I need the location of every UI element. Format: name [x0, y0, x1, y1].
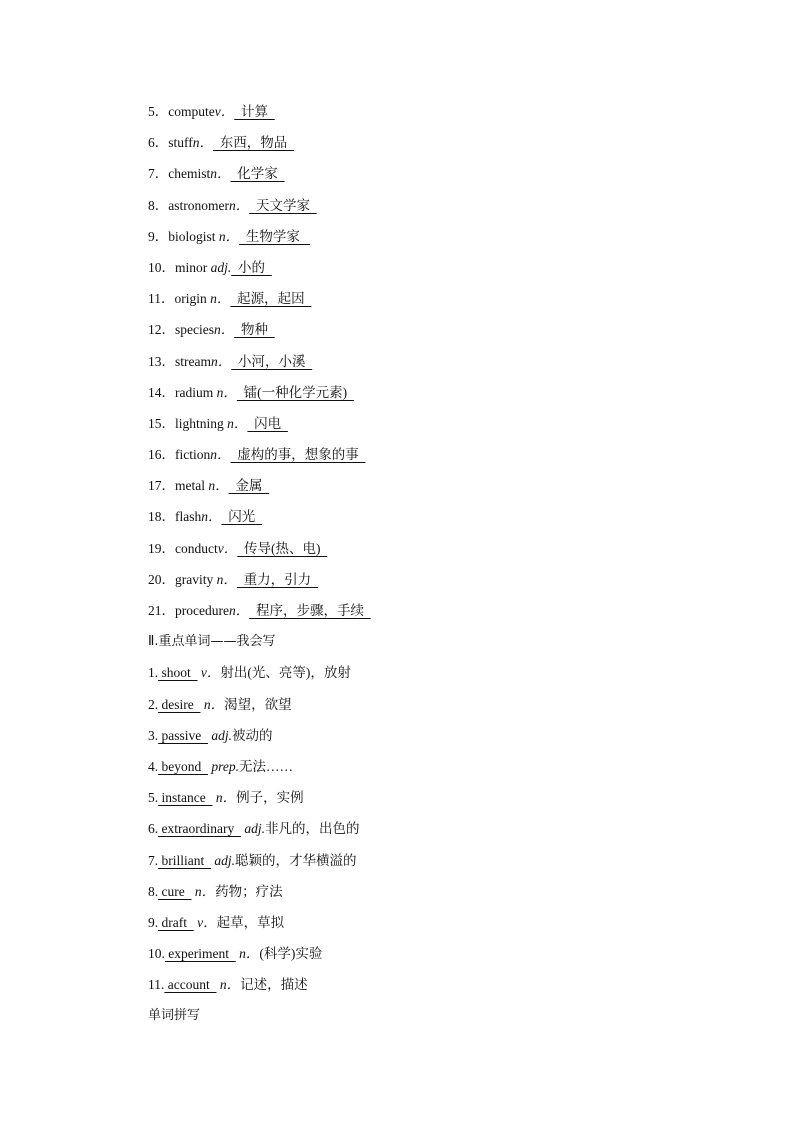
english-word: gravity [175, 571, 217, 587]
chinese-meaning: 无法…… [239, 758, 293, 774]
part-of-speech: v． [217, 540, 238, 556]
vocab-item [148, 227, 371, 258]
part-of-speech: n． [239, 946, 260, 962]
part-of-speech: n． [192, 135, 214, 151]
chinese-meaning: 记述，描述 [240, 977, 308, 993]
item-number: 6． [148, 135, 169, 151]
part-of-speech: n． [208, 478, 229, 494]
answer-blank: 传导(热、电) [237, 540, 328, 556]
part-of-speech: n． [218, 228, 240, 244]
answer-blank: 小河，小溪 [231, 353, 313, 369]
part-of-speech: v． [197, 914, 217, 930]
answer-blank: account [164, 977, 217, 993]
key-words-section [148, 663, 371, 1006]
key-word-item [148, 757, 371, 788]
answer-blank: 金属 [228, 478, 270, 494]
item-number: 17． [148, 478, 175, 494]
english-word: conduct [175, 540, 218, 556]
answer-blank: cure [158, 883, 192, 899]
key-word-item [148, 695, 371, 726]
part-of-speech: v． [214, 104, 235, 119]
vocab-item [148, 258, 371, 289]
part-of-speech: n． [201, 509, 222, 525]
key-word-item [148, 788, 371, 819]
section-heading-key-words: Ⅱ.重点单词——我会写 [148, 634, 276, 650]
part-of-speech: n． [210, 291, 231, 307]
vocab-item [148, 414, 371, 445]
answer-blank: 天文学家 [249, 197, 317, 213]
item-number: 3. [148, 727, 159, 743]
item-number: 18． [148, 509, 175, 525]
chinese-meaning: 起草，草拟 [216, 914, 285, 930]
vocab-item [148, 570, 371, 601]
key-word-item [148, 913, 371, 944]
key-word-item [148, 944, 371, 975]
answer-blank: beyond [158, 758, 208, 774]
answer-blank: instance [158, 790, 213, 806]
answer-blank: brilliant [158, 852, 211, 868]
vocab-item [148, 445, 371, 476]
vocab-item [148, 102, 371, 133]
english-word: radium [175, 384, 217, 400]
item-number: 6. [148, 821, 159, 837]
part-of-speech: n． [210, 447, 231, 463]
english-word: origin [174, 291, 211, 307]
english-word: metal [175, 478, 209, 494]
english-word: procedure [175, 603, 229, 618]
english-word: minor [175, 259, 211, 275]
chinese-meaning: 渴望，欲望 [224, 696, 292, 712]
part-of-speech: n． [211, 353, 232, 369]
part-of-speech: v． [200, 665, 221, 681]
vocab-item [148, 164, 371, 195]
item-number: 12． [148, 322, 175, 338]
item-number: 2. [148, 696, 159, 712]
answer-blank: 虚构的事，想象的事 [230, 447, 366, 463]
english-word: compute [168, 104, 215, 119]
answer-blank: 计算 [234, 104, 275, 119]
part-of-speech: n． [216, 384, 237, 400]
part-of-speech: n． [194, 883, 216, 899]
key-word-item [148, 851, 371, 882]
english-word: lightning [175, 415, 228, 431]
item-number: 7． [148, 166, 169, 182]
item-number: 10． [148, 259, 175, 275]
part-of-speech: adj. [211, 727, 233, 743]
english-word: biologist [168, 228, 219, 244]
item-number: 13． [148, 353, 175, 369]
english-word: fiction [175, 447, 211, 463]
part-of-speech: n． [228, 197, 250, 213]
vocabulary-list [148, 102, 371, 1038]
english-word: astronomer [168, 197, 229, 213]
part-of-speech: adj. [244, 821, 265, 837]
vocab-item [148, 133, 371, 164]
item-number: 1. [148, 665, 159, 681]
answer-blank: 物种 [234, 322, 275, 338]
item-number: 14． [148, 384, 175, 400]
vocab-item [148, 196, 371, 227]
word-meaning-section [148, 102, 371, 632]
vocab-item [148, 320, 371, 351]
vocab-item [148, 352, 371, 383]
part-of-speech: n． [228, 603, 250, 618]
english-word: chemist [168, 166, 211, 182]
key-word-item [148, 819, 371, 850]
item-number: 16． [148, 447, 175, 463]
item-number: 8. [148, 883, 159, 899]
answer-blank: desire [158, 696, 201, 712]
answer-blank: draft [158, 914, 194, 930]
answer-blank: 程序，步骤，手续 [249, 603, 371, 618]
chinese-meaning: 被动的 [232, 727, 273, 743]
part-of-speech: adj. [214, 852, 236, 868]
answer-blank: 起源，起因 [230, 291, 312, 307]
part-of-speech: prep. [211, 758, 239, 774]
item-number: 19． [148, 540, 175, 556]
part-of-speech: n． [213, 322, 235, 338]
chinese-meaning: 例子，实例 [236, 790, 304, 806]
item-number: 21． [148, 603, 175, 618]
vocab-item [148, 601, 371, 632]
part-of-speech: n． [210, 166, 231, 182]
answer-blank: shoot [158, 665, 198, 681]
item-number: 9． [148, 228, 169, 244]
item-number: 10. [148, 946, 165, 962]
answer-blank: 东西，物品 [213, 135, 295, 151]
part-of-speech: n． [216, 571, 237, 587]
english-word: stream [175, 353, 211, 369]
part-of-speech: n． [203, 696, 225, 712]
item-number: 5. [148, 790, 159, 806]
key-word-item [148, 882, 371, 913]
item-number: 5． [148, 104, 169, 119]
part-of-speech: n． [219, 977, 241, 993]
item-number: 4. [148, 758, 159, 774]
item-number: 7. [148, 852, 159, 868]
part-of-speech: n． [227, 415, 248, 431]
answer-blank: 闪电 [247, 415, 288, 431]
vocab-item [148, 289, 371, 320]
chinese-meaning: 聪颖的，才华横溢的 [235, 852, 357, 868]
item-number: 9. [148, 914, 159, 930]
item-number: 8． [148, 197, 169, 213]
vocab-item [148, 383, 371, 414]
part-of-speech: n． [215, 790, 237, 806]
answer-blank: 闪光 [221, 509, 262, 525]
part-of-speech: adj. [210, 259, 232, 275]
answer-blank: passive [158, 727, 208, 743]
english-word: stuff [168, 135, 193, 151]
answer-blank: 重力，引力 [236, 571, 318, 587]
item-number: 15． [148, 415, 175, 431]
item-number: 11. [148, 977, 165, 993]
answer-blank: 生物学家 [239, 228, 311, 244]
vocab-item [148, 476, 371, 507]
key-word-item [148, 975, 371, 1006]
answer-blank: extraordinary [158, 821, 241, 837]
key-word-item [148, 663, 371, 694]
chinese-meaning: 药物；疗法 [215, 883, 283, 899]
vocab-item [148, 507, 371, 538]
vocab-item [148, 539, 371, 570]
chinese-meaning: 非凡的，出色的 [264, 821, 360, 837]
answer-blank: 化学家 [230, 166, 285, 182]
english-word: flash [175, 509, 202, 525]
key-word-item [148, 726, 371, 757]
english-word: species [175, 322, 214, 338]
item-number: 20． [148, 571, 175, 587]
section-heading-spelling: 单词拼写 [148, 1008, 201, 1024]
answer-blank: experiment [164, 946, 236, 962]
answer-blank: 镭(一种化学元素) [236, 384, 354, 400]
answer-blank: 小的 [231, 259, 272, 275]
chinese-meaning: (科学)实验 [259, 946, 323, 962]
chinese-meaning: 射出(光、亮等)，放射 [220, 665, 351, 681]
item-number: 11． [148, 291, 175, 307]
